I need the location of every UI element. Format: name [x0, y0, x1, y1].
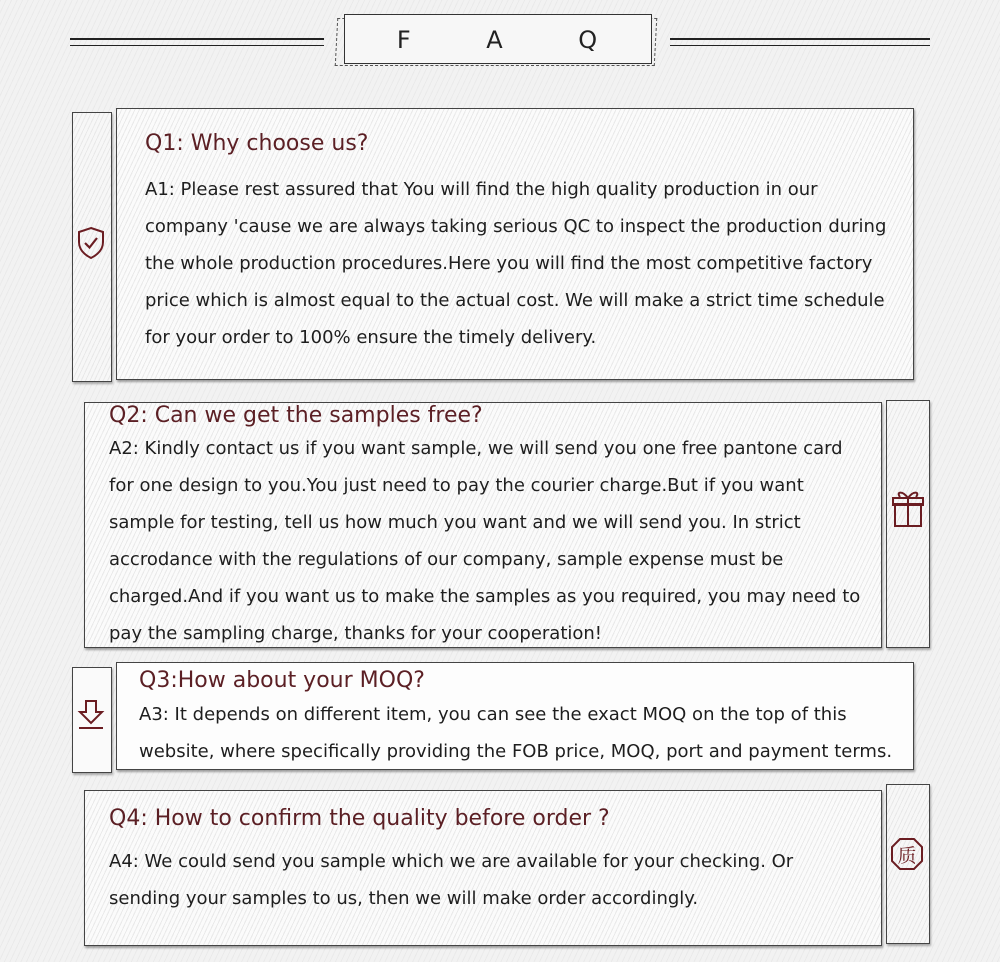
faq3-answer: A3: It depends on different item, you can see the exact MOQ on the top of this website, where specifically providing the FOB price, MOQ, port and payment terms. — [139, 704, 893, 762]
download-arrow-icon — [76, 698, 106, 732]
quality-badge-icon — [889, 836, 925, 872]
faq2-answer: A2: Kindly contact us if you want sample, we will send you one free pantone card for one design to you.You just need to pay the courier charge.But if you want sample for testing, tell us how much you want and we will send you. In strict accrodance with the regulations of our company, sample expense must be charged.And if you want us to make the samples as you required, you may need to pay the sampling charge, thanks for your cooperation! — [109, 438, 861, 644]
faq1-answer: A1: Please rest assured that You will find the high quality production in our company 'cause we are always taking serious QC to inspect the production during the whole production procedures.Here you will find the most competitive factory price which is almost equal to the actual cost. We will make a strict time schedule for your order to 100% ensure the timely delivery. — [145, 179, 887, 348]
page-title: F A Q — [396, 26, 632, 54]
faq3-question: Q3:How about your MOQ? — [139, 668, 425, 693]
quality-glyph: 质 — [897, 845, 917, 867]
shield-check-icon — [76, 226, 106, 260]
faq4-question: Q4: How to confirm the quality before order ? — [109, 806, 610, 831]
gift-icon — [891, 488, 925, 528]
faq1-question: Q1: Why choose us? — [145, 131, 369, 156]
header-right-rule — [670, 38, 930, 40]
header-left-rule — [70, 38, 324, 40]
faq2-question: Q2: Can we get the samples free? — [109, 403, 483, 428]
faq-header — [0, 14, 1000, 70]
faq4-answer: A4: We could send you sample which we are available for your checking. Or sending your samples to us, then we will make order accordingly. — [109, 851, 794, 909]
